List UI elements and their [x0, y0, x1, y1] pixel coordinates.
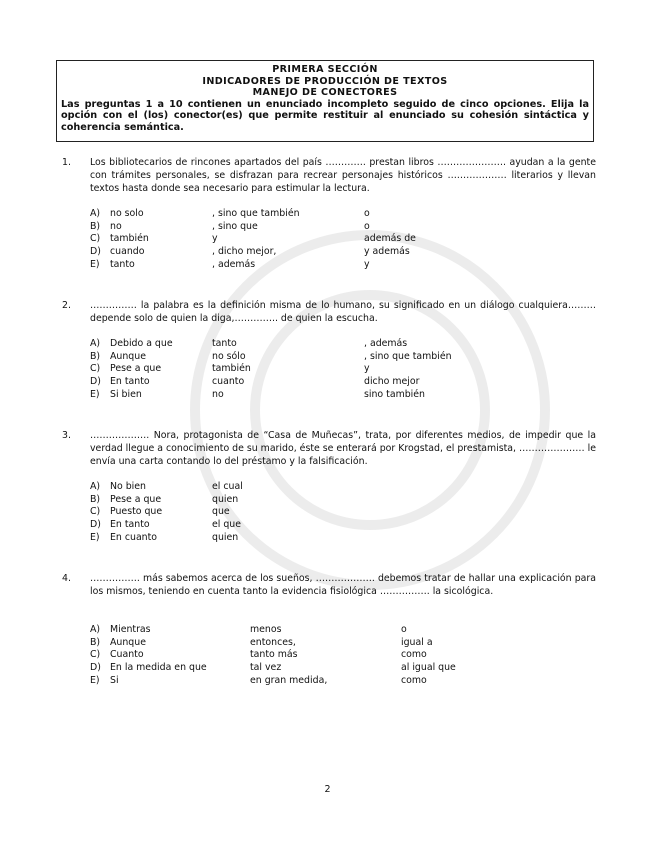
option-connector-3: y además	[364, 246, 410, 258]
option-letter: A)	[90, 624, 101, 635]
option-letter: D)	[90, 246, 101, 258]
option-connector-1: Mientras	[110, 624, 151, 635]
option-letter: B)	[90, 350, 101, 362]
question-text: ………………. Nora, protagonista de “Casa de Muñecas”, trata, por diferentes medios, de impedir que la verdad llegue a conocimiento de su marido, éste se enterará por Krogstad, el prestamista, ………………… le envía una carta contando lo del préstamo y la falsificación.	[90, 430, 596, 467]
option-connector-2: tal vez	[250, 662, 282, 674]
option-connector-3: y	[364, 258, 370, 270]
option-letter: B)	[90, 636, 101, 648]
option-connector-3: o	[364, 208, 370, 219]
option-connector-2: quien	[212, 531, 239, 543]
option-connector-2: el que	[212, 519, 242, 531]
option-letter: B)	[90, 493, 101, 505]
option-connector-2: entonces,	[250, 636, 296, 648]
option-connector-1: No bien	[110, 481, 146, 492]
option-connector-1: también	[110, 233, 149, 245]
option-letter: A)	[90, 481, 101, 492]
option-letter: C)	[90, 506, 101, 518]
option-connector-1: En tanto	[110, 376, 150, 388]
option-connector-3: , además	[364, 338, 408, 349]
question-number: 3.	[62, 430, 71, 441]
option-connector-3: sino también	[364, 388, 425, 400]
option-connector-2: también	[212, 363, 251, 375]
option-connector-2: tanto	[212, 338, 237, 349]
option-letter: D)	[90, 662, 101, 674]
option-connector-2: tanto más	[250, 649, 298, 661]
option-connector-1: En cuanto	[110, 531, 158, 543]
option-letter: A)	[90, 208, 101, 219]
option-letter: C)	[90, 233, 101, 245]
section-instructions: Las preguntas 1 a 10 contienen un enunciado incompleto seguido de cinco opciones. Elija la opción con el (los) conector(es) que permite restituir al enunciado su cohesión sintáctica y coherencia semántica.	[61, 98, 589, 133]
option-letter: E)	[90, 258, 100, 270]
option-connector-1: Pese a que	[110, 363, 162, 375]
question-text: …………… la palabra es la definición misma de lo humano, su significado en un diálogo cualquiera……… depende solo de quien la diga,………….. de quien la escucha.	[90, 300, 596, 324]
option-letter: D)	[90, 376, 101, 388]
page-number: 2	[324, 784, 331, 795]
question-text: ……………. más sabemos acerca de los sueños, ………………. debemos tratar de hallar una explicación para los mismos, teniendo en cuenta tanto la evidencia fisiológica ……………. la sicológica.	[90, 573, 596, 597]
option-connector-3: o	[364, 220, 370, 232]
option-connector-2: , dicho mejor,	[212, 246, 277, 258]
option-connector-1: cuando	[110, 246, 145, 258]
option-letter: E)	[90, 531, 100, 543]
question-number: 1.	[62, 157, 71, 168]
option-connector-2: en gran medida,	[250, 674, 328, 686]
option-connector-3: , sino que también	[364, 350, 452, 362]
option-connector-1: En tanto	[110, 519, 150, 531]
option-connector-1: tanto	[110, 258, 135, 270]
option-letter: B)	[90, 220, 101, 232]
option-letter: D)	[90, 519, 101, 531]
option-letter: E)	[90, 674, 100, 686]
option-connector-2: que	[212, 506, 230, 518]
option-connector-2: cuanto	[212, 376, 245, 388]
section-title: PRIMERA SECCIÓN	[272, 64, 378, 75]
option-connector-3: o	[401, 624, 407, 635]
question-3	[62, 429, 596, 543]
option-connector-3: dicho mejor	[364, 376, 420, 388]
question-number: 2.	[62, 300, 71, 311]
option-connector-1: Pese a que	[110, 493, 162, 505]
option-connector-3: al igual que	[401, 662, 456, 674]
question-number: 4.	[62, 573, 71, 584]
option-connector-2: , sino que	[212, 220, 258, 232]
option-connector-2: no sólo	[212, 350, 246, 362]
option-connector-2: , además	[212, 258, 256, 270]
option-letter: E)	[90, 388, 100, 400]
option-connector-3: igual a	[401, 636, 433, 648]
question-text: Los bibliotecarios de rincones apartados del país …………. prestan libros …………………. ayudan a la gente con trámites personales, se disfrazan para recrear personajes históricos ….…………… literarios y llevan textos hasta donde sea necesario para estimular la lectura.	[90, 157, 596, 194]
option-connector-3: como	[401, 649, 427, 661]
option-connector-2: y	[212, 233, 218, 245]
option-connector-3: como	[401, 674, 427, 686]
option-connector-1: no solo	[110, 208, 144, 219]
option-letter: C)	[90, 649, 101, 661]
option-connector-1: Puesto que	[110, 506, 163, 518]
option-connector-1: Si	[110, 674, 119, 686]
option-connector-2: , sino que también	[212, 208, 300, 219]
option-connector-2: no	[212, 388, 224, 400]
option-connector-1: Cuanto	[110, 649, 144, 661]
option-connector-2: el cual	[212, 481, 243, 492]
option-connector-2: menos	[250, 624, 282, 635]
option-connector-1: Debido a que	[110, 338, 173, 349]
question-4	[62, 572, 596, 686]
option-connector-2: quien	[212, 493, 239, 505]
option-connector-1: En la medida en que	[110, 662, 207, 674]
section-subtitle: INDICADORES DE PRODUCCIÓN DE TEXTOS	[202, 75, 448, 87]
option-letter: A)	[90, 338, 101, 349]
option-letter: C)	[90, 363, 101, 375]
option-connector-1: no	[110, 220, 122, 232]
option-connector-3: además de	[364, 233, 416, 245]
option-connector-3: y	[364, 363, 370, 375]
question-2	[62, 299, 596, 400]
section-topic: MANEJO DE CONECTORES	[252, 87, 398, 98]
question-1	[62, 156, 596, 270]
section-header-box	[56, 60, 594, 142]
option-connector-1: Aunque	[110, 350, 146, 362]
option-connector-1: Si bien	[110, 388, 142, 400]
option-connector-1: Aunque	[110, 636, 146, 648]
